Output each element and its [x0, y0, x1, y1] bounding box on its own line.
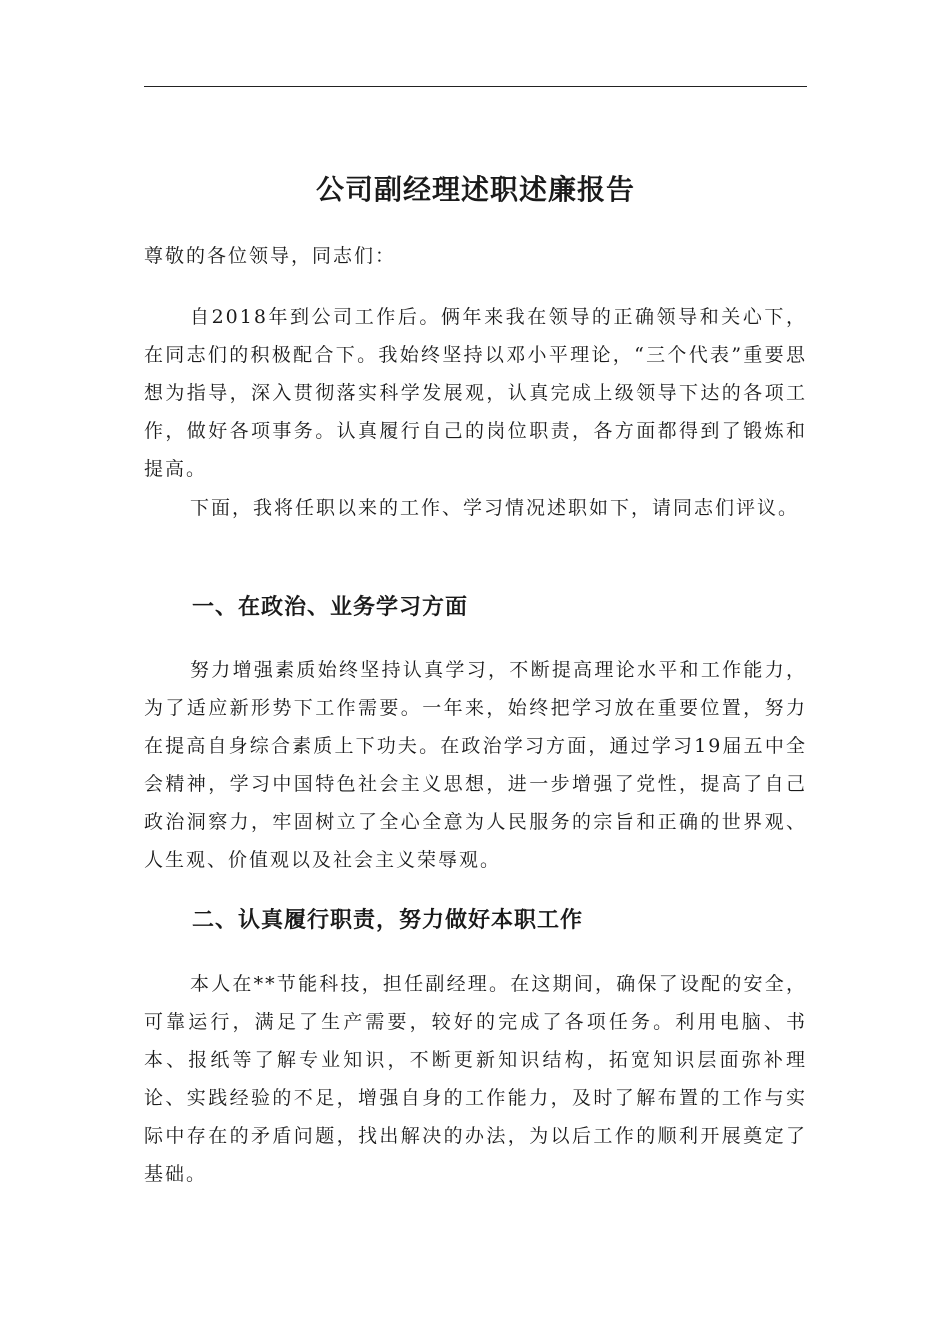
- section-heading-1: 一、在政治、业务学习方面: [192, 595, 469, 620]
- salutation: 尊敬的各位领导，同志们：: [144, 245, 397, 267]
- section-heading-2: 二、认真履行职责，努力做好本职工作: [192, 908, 584, 933]
- paragraph-preface: 下面，我将任职以来的工作、学习情况述职如下，请同志们评议。: [190, 497, 800, 519]
- section-text-1: 努力增强素质始终坚持认真学习，不断提高理论水平和工作能力，为了适应新形势下工作需要。一年来，始终把学习放在重要位置，努力在提高自身综合素质上下功夫。在政治学习方面，通过学习19届五中全会精神，学习中国特色社会主义思想，进一步增强了党性，提高了自己政治洞察力，牢固树立了全心全意为人民服务的宗旨和正确的世界观、人生观、价值观以及社会主义荣辱观。: [144, 659, 807, 871]
- section-text-2: 本人在**节能科技，担任副经理。在这期间，确保了设配的安全，可靠运行，满足了生产需要，较好的完成了各项任务。利用电脑、书本、报纸等了解专业知识，不断更新知识结构，拓宽知识层面弥补理论、实践经验的不足，增强自身的工作能力，及时了解布置的工作与实际中存在的矛盾问题，找出解决的办法，为以后工作的顺利开展奠定了基础。: [144, 973, 807, 1185]
- header-rule: [144, 86, 807, 87]
- paragraph-intro: 自2018年到公司工作后。俩年来我在领导的正确领导和关心下，在同志们的积极配合下。我始终坚持以邓小平理论，“三个代表”重要思想为指导，深入贯彻落实科学发展观，认真完成上级领导下达的各项工作，做好各项事务。认真履行自己的岗位职责，各方面都得到了锻炼和提高。: [144, 306, 807, 480]
- document-title: 公司副经理述职述廉报告: [315, 173, 635, 206]
